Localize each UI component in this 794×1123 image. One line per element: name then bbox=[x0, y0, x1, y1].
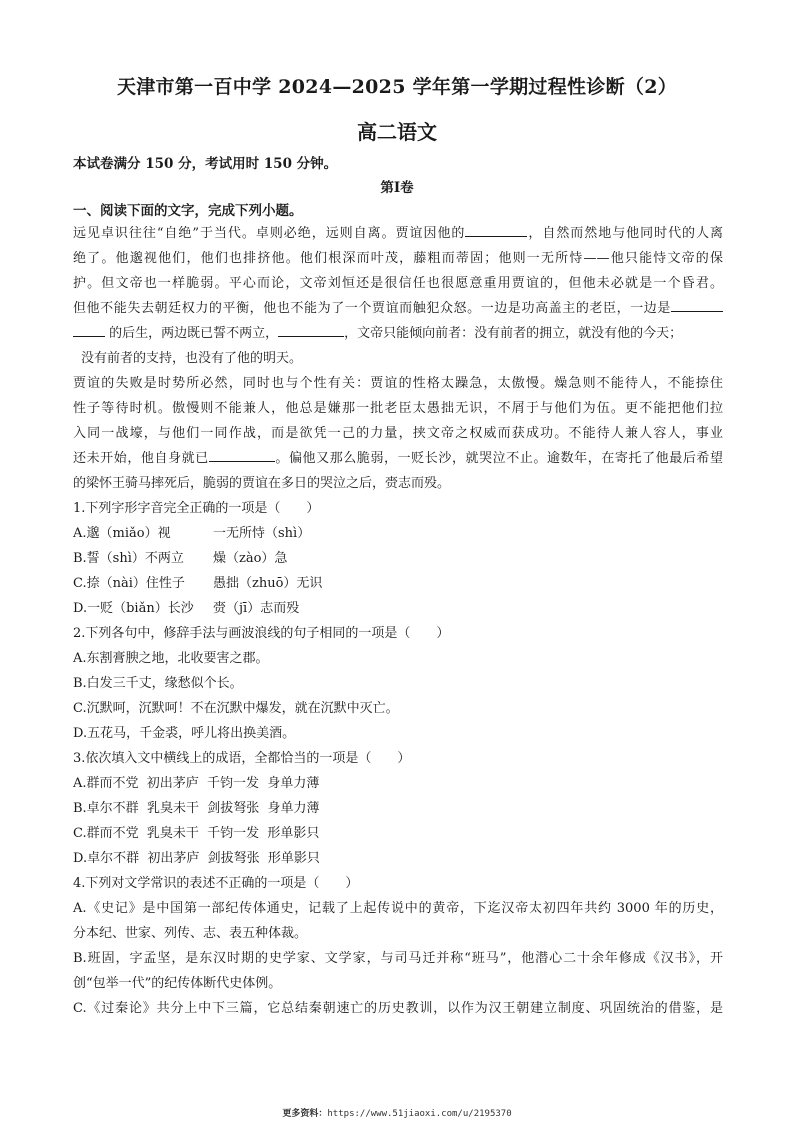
question-1-option-d: D.一贬（biǎn）长沙 赍（jī）志而殁 bbox=[73, 601, 300, 616]
question-3-stem: 3.依次填入文中横线上的成语，全都恰当的一项是（ ） bbox=[73, 751, 411, 766]
exam-note: 本试卷满分 150 分，考试用时 150 分钟。 bbox=[73, 156, 338, 172]
question-3-option-b: B.卓尔不群 乳臭未干 剑拔弩张 身单力薄 bbox=[73, 801, 320, 816]
question-2-stem: 2.下列各句中，修辞手法与画波浪线的句子相同的一项是（ ） bbox=[73, 626, 450, 641]
passage-line: 的梁怀王骑马摔死后，脆弱的贾谊在多日的哭泣之后，赍志而殁。 bbox=[73, 476, 451, 491]
passage-line: 护。但文帝也一样脆弱。平心而论，文帝刘恒还是很信任也很愿意重用贾谊的，但他未必就是一个昏君。 bbox=[73, 276, 723, 291]
passage-line: 但他不能失去朝廷权力的平衡，他也不能为了一个贾谊而触犯众怒。一边是功高盖主的老臣，一边是 bbox=[73, 296, 723, 321]
volume-heading: 第Ⅰ卷 bbox=[380, 180, 414, 196]
passage-line: 贾谊的失败是时势所必然，同时也与个性有关：贾谊的性格太躁急，太傲慢。燥急则不能待人，不能捺住 bbox=[73, 376, 723, 391]
question-4-option-a: A.《史记》是中国第一部纪传体通史，记载了上起传说中的黄帝，下迄汉帝太初四年共约 3000 年的历史， 分本纪、世家、列传、志、表五种体裁。 bbox=[73, 901, 723, 941]
question-4-option-b: B.班固，字孟坚，是东汉时期的史学家、文学家，与司马迁并称“班马”，他潜心二十余年修成《汉书》，开 创“包举一代”的纪传体断代史体例。 bbox=[73, 951, 723, 991]
fill-blank-2 bbox=[671, 296, 723, 312]
fill-blank-1 bbox=[465, 221, 527, 237]
fill-blank-3 bbox=[278, 321, 344, 337]
question-3-option-d: D.卓尔不群 初出茅庐 剑拔弩张 形单影只 bbox=[73, 851, 320, 866]
question-1-stem: 1.下列字形字音完全正确的一项是（ ） bbox=[73, 501, 320, 516]
passage-line: 入同一战壕，与他们一同作战，而是欲凭一己的力量，挟文帝之权威而获成功。不能待人兼人容人，事业 bbox=[73, 426, 723, 441]
passage-line: 绝了。他邈视他们，他们也排挤他。他们根深而叶茂，藤粗而蒂固；他则一无所恃——他只能恃文帝的保 bbox=[73, 251, 723, 266]
passage-line: 没有前者的支持，也没有了他的明天。 bbox=[81, 351, 303, 366]
passage-line: 的后生，两边既已誓不两立， ，文帝只能倾向前者：没有前者的拥立，就没有他的今天； bbox=[73, 321, 723, 346]
question-1-option-b: B.誓（shì）不两立 燥（zào）急 bbox=[73, 551, 288, 566]
question-list bbox=[73, 496, 723, 1021]
question-3-option-a: A.群而不党 初出茅庐 千钧一发 身单力薄 bbox=[73, 776, 320, 791]
question-2-option-d: D.五花马，千金裘，呼儿将出换美酒。 bbox=[73, 726, 296, 741]
question-1-option-a: A.邈（miǎo）视 一无所恃（shì） bbox=[73, 526, 311, 541]
section-heading: 一、阅读下面的文字，完成下列小题。 bbox=[73, 203, 303, 219]
question-2-option-c: C.沉默呵，沉默呵！不在沉默中爆发，就在沉默中灭亡。 bbox=[73, 701, 399, 716]
fill-blank-2-cont bbox=[73, 321, 105, 337]
passage-line: 性子等待时机。傲慢则不能兼人，他总是嫌那一批老臣太愚拙无识，不屑于与他们为伍。更不能把他们拉 bbox=[73, 401, 723, 416]
question-2-option-a: A.东割膏腴之地，北收要害之郡。 bbox=[73, 651, 269, 666]
reading-passage bbox=[73, 221, 723, 496]
question-2-option-b: B.白发三千丈，缘愁似个长。 bbox=[73, 676, 243, 691]
page-footer: 更多资料：https://www.51jiaoxi.com/u/2195370 bbox=[282, 1109, 512, 1119]
footer-url[interactable]: https://www.51jiaoxi.com/u/2195370 bbox=[327, 1109, 512, 1119]
exam-subject: 高二语文 bbox=[357, 120, 437, 144]
exam-title: 天津市第一百中学 2024—2025 学年第一学期过程性诊断（2） bbox=[116, 76, 678, 98]
question-1-option-c: C.捺（nài）住性子 愚拙（zhuō）无识 bbox=[73, 576, 323, 591]
passage-line: 还未开始，他自身就已 。偏他又那么脆弱，一贬长沙，就哭泣不止。逾数年，在寄托了他最后希望 bbox=[73, 446, 723, 471]
question-4-stem: 4.下列对文学常识的表述不正确的一项是（ ） bbox=[73, 876, 359, 891]
question-3-option-c: C.群而不党 乳臭未干 千钧一发 形单影只 bbox=[73, 826, 320, 841]
passage-line: 远见卓识往往“自绝”于当代。卓则必绝，远则自离。贾谊因他的 ，自然而然地与他同时代的人离 bbox=[73, 221, 723, 246]
fill-blank-4 bbox=[209, 446, 275, 462]
question-4-option-c: C.《过秦论》共分上中下三篇，它总结秦朝速亡的历史教训，以作为汉王朝建立制度、巩固统治的借鉴，是 bbox=[73, 1001, 723, 1016]
